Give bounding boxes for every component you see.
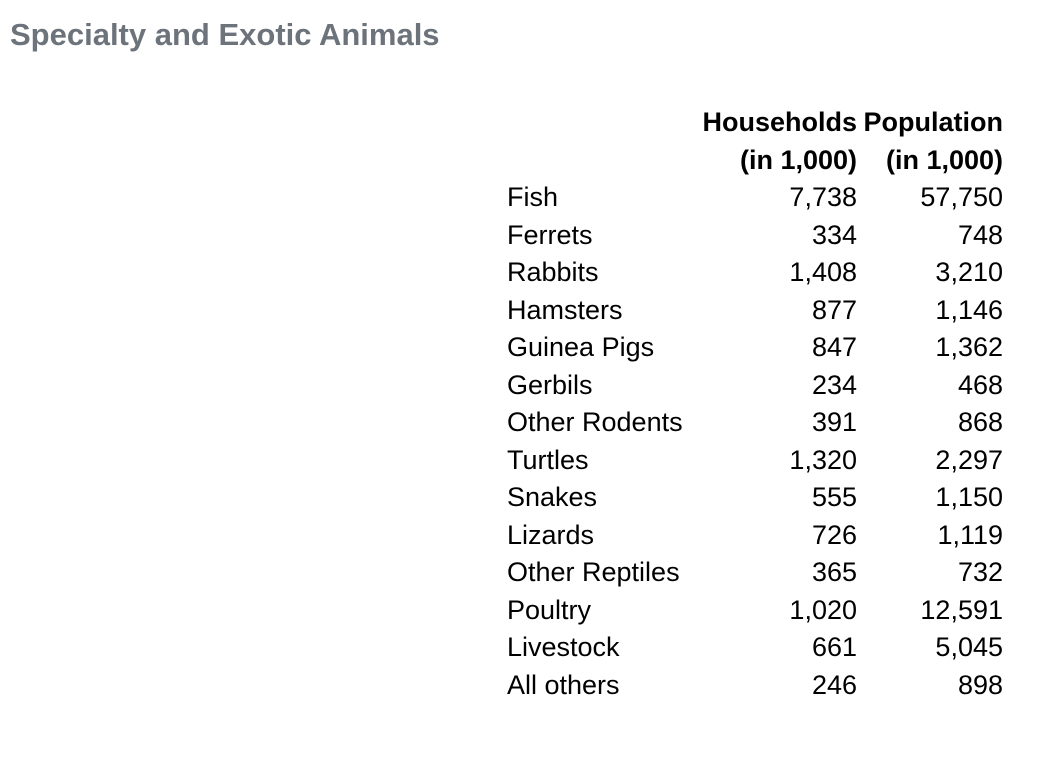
population-value: 1,362	[935, 332, 1003, 362]
animal-label: All others	[507, 669, 620, 700]
population-value: 5,045	[935, 632, 1003, 662]
population-value: 1,119	[937, 519, 1003, 550]
animal-label: Livestock	[507, 632, 620, 662]
table-row	[507, 442, 1003, 480]
table-row	[507, 367, 1003, 405]
households-value: 7,738	[789, 182, 857, 212]
animal-label: Snakes	[507, 482, 598, 512]
households-value: 726	[811, 519, 857, 550]
animal-label: Guinea Pigs	[507, 332, 655, 362]
animal-label: Poultry	[507, 594, 592, 625]
households-value: 555	[811, 482, 857, 512]
animal-label: Rabbits	[507, 257, 599, 287]
population-header-line2: (in 1,000)	[885, 144, 1003, 175]
population-column-header	[857, 104, 1003, 179]
animals-table	[507, 104, 1003, 704]
population-value: 2,297	[935, 444, 1003, 475]
population-value: 868	[957, 407, 1003, 437]
households-value: 334	[811, 219, 857, 250]
table-row	[507, 217, 1003, 255]
households-value: 234	[811, 369, 857, 400]
households-column-header	[702, 104, 857, 179]
table-row	[507, 292, 1003, 330]
table-row	[507, 517, 1003, 555]
population-value: 748	[957, 219, 1003, 250]
animal-label: Ferrets	[507, 219, 593, 250]
population-value: 1,146	[935, 294, 1003, 325]
households-value: 1,320	[789, 444, 857, 475]
households-value: 1,020	[789, 594, 857, 625]
households-header-line2: (in 1,000)	[739, 144, 857, 175]
households-value: 246	[811, 669, 857, 700]
table-row	[507, 179, 1003, 217]
table-header	[507, 104, 1003, 179]
households-value: 877	[811, 294, 857, 325]
table-row	[507, 629, 1003, 667]
population-value: 468	[957, 369, 1003, 400]
table-row	[507, 667, 1003, 705]
households-header-line1: Households	[702, 107, 857, 137]
population-value: 12,591	[920, 594, 1003, 625]
table-row	[507, 479, 1003, 517]
households-value: 847	[811, 332, 857, 362]
animal-label: Turtles	[507, 444, 589, 475]
population-value: 57,750	[920, 182, 1003, 212]
table-row	[507, 404, 1003, 442]
households-value: 1,408	[789, 257, 857, 287]
table-row	[507, 254, 1003, 292]
population-value: 1,150	[935, 482, 1003, 512]
households-value: 365	[811, 557, 857, 587]
animal-label: Fish	[507, 182, 559, 212]
population-value: 3,210	[935, 257, 1003, 287]
header-row	[507, 104, 1003, 179]
table-row	[507, 329, 1003, 367]
population-value: 898	[957, 669, 1003, 700]
animal-label: Lizards	[507, 519, 595, 550]
corner-cell	[507, 104, 702, 179]
table-row	[507, 592, 1003, 630]
table-body	[507, 179, 1003, 704]
table-row	[507, 554, 1003, 592]
animal-label: Gerbils	[507, 369, 593, 400]
animal-label: Hamsters	[507, 294, 623, 325]
page-title: Specialty and Exotic Animals	[10, 17, 440, 52]
households-value: 391	[811, 407, 857, 437]
animal-label: Other Rodents	[507, 407, 683, 437]
population-header-line1: Population	[863, 107, 1003, 137]
animal-label: Other Reptiles	[507, 557, 680, 587]
households-value: 661	[811, 632, 857, 662]
population-value: 732	[957, 557, 1003, 587]
